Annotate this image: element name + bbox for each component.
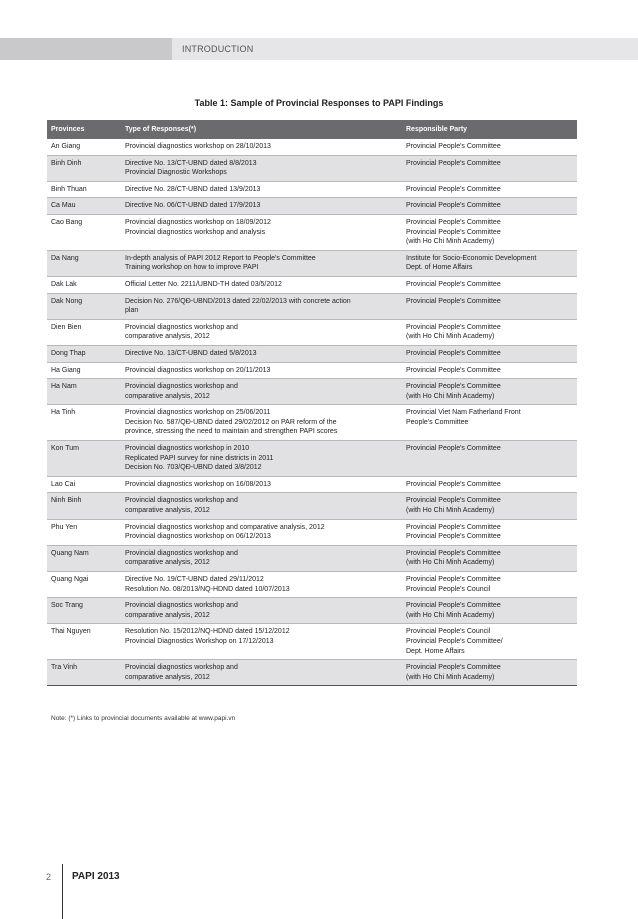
party-line: Provincial People's Committee [406, 383, 501, 391]
party-cell [402, 572, 577, 598]
response-line: Decision No. 276/QĐ-UBND/2013 dated 22/02/2013 with concrete action [125, 297, 351, 305]
province-cell: Cao Bang [51, 218, 83, 226]
table-row [47, 250, 577, 276]
table-header-row [47, 120, 577, 139]
responses-cell [121, 572, 402, 598]
table-row [47, 319, 577, 345]
party-line: Provincial People's Council [406, 585, 491, 593]
section-label: INTRODUCTION [182, 44, 254, 54]
party-line: (with Ho Chi Minh Academy) [406, 559, 495, 567]
response-line: Provincial diagnostics workshop and analysis [125, 228, 266, 236]
table-row [47, 379, 577, 405]
party-cell [402, 476, 577, 493]
party-line: Provincial People's Committee [406, 480, 501, 488]
response-line: comparative analysis, 2012 [125, 673, 210, 681]
responses-cell [121, 598, 402, 624]
responses-cell [121, 345, 402, 362]
response-line: Provincial diagnostics workshop on 28/10/2013 [125, 143, 271, 150]
publication-title: PAPI 2013 [72, 871, 120, 882]
party-line: Provincial People's Committee [406, 576, 501, 583]
table-row [47, 441, 577, 477]
party-line: Provincial People's Committee [406, 297, 501, 305]
party-cell [402, 198, 577, 215]
table-row [47, 572, 577, 598]
party-line: (with Ho Chi Minh Academy) [406, 333, 495, 341]
party-cell [402, 181, 577, 198]
table-row [47, 362, 577, 379]
response-line: plan [125, 307, 139, 315]
response-line: Directive No. 19/CT-UBND dated 29/11/2012 [125, 576, 264, 583]
party-line: Provincial People's Committee [406, 445, 501, 453]
response-line: Directive No. 13/CT-UBND dated 5/8/2013 [125, 349, 257, 357]
party-line: Provincial People's Committee/ [406, 637, 503, 645]
response-line: Official Letter No. 2211/UBND-TH dated 03/5/2012 [125, 280, 282, 288]
province-cell: Dong Thap [47, 345, 121, 362]
party-line: Provincial People's Committee [406, 523, 501, 531]
responses-cell [121, 181, 402, 198]
party-cell [402, 293, 577, 319]
responses-cell [121, 293, 402, 319]
party-cell [402, 493, 577, 519]
response-line: province, stressing the need to maintain and strengthen PAPI scores [125, 428, 338, 436]
table-row [47, 276, 577, 293]
response-line: Replicated PAPI survey for nine districts in 2011 [125, 454, 274, 462]
province-cell: Quang Ngai [51, 576, 89, 583]
responses-cell [121, 545, 402, 571]
response-line: Training workshop on how to improve PAPI [125, 264, 259, 272]
party-cell [402, 250, 577, 276]
response-line: Provincial diagnostics workshop on 16/08/2013 [125, 480, 271, 488]
column-header-responses: Type of Responses(*) [121, 120, 402, 139]
party-cell [402, 362, 577, 379]
party-line: Provincial People's Committee [406, 533, 501, 541]
party-cell [402, 345, 577, 362]
response-line: comparative analysis, 2012 [125, 559, 210, 567]
response-line: Provincial diagnostics workshop and [125, 323, 238, 331]
responses-cell [121, 250, 402, 276]
party-cell [402, 660, 577, 686]
responses-cell [121, 198, 402, 215]
party-cell [402, 441, 577, 477]
party-line: Provincial People's Committee [406, 185, 501, 193]
party-line: (with Ho Chi Minh Academy) [406, 507, 495, 515]
province-cell: Ca Mau [47, 198, 121, 215]
table-row [47, 198, 577, 215]
party-line: (with Ho Chi Minh Academy) [406, 673, 495, 681]
response-line: Decision No. 587/QĐ-UBND dated 29/02/2012 on PAR reform of the [125, 418, 337, 426]
party-cell [402, 598, 577, 624]
party-line: (with Ho Chi Minh Academy) [406, 392, 495, 400]
party-line: Provincial People's Committee [406, 664, 501, 672]
table-row [47, 476, 577, 493]
province-cell: Ha Tinh [51, 409, 76, 417]
table-row [47, 155, 577, 181]
table-note: Note: (*) Links to provincial documents available at www.papi.vn [51, 715, 236, 722]
response-line: Provincial diagnostics workshop and [125, 497, 238, 505]
table-row [47, 293, 577, 319]
response-line: Provincial diagnostics workshop on 18/09/2012 [125, 218, 271, 226]
responses-cell [121, 379, 402, 405]
responses-cell [121, 155, 402, 181]
response-line: Provincial diagnostics workshop and [125, 549, 238, 557]
response-line: In-depth analysis of PAPI 2012 Report to People's Committee [125, 254, 316, 262]
responses-cell [121, 276, 402, 293]
response-line: Provincial diagnostics workshop on 25/06/2011 [125, 409, 271, 417]
party-line: Provincial Viet Nam Fatherland Front [406, 409, 521, 417]
party-line: Provincial People's Committee [406, 323, 501, 331]
province-cell: An Giang [51, 143, 81, 150]
table-row [47, 493, 577, 519]
party-line: (with Ho Chi Minh Academy) [406, 611, 495, 619]
responses-cell [121, 405, 402, 441]
party-line: Provincial People's Committee [406, 202, 501, 210]
response-line: Provincial diagnostics workshop on 20/11/2013 [125, 366, 271, 374]
party-line: Provincial People's Committee [406, 497, 501, 505]
responses-cell [121, 519, 402, 545]
response-line: Directive No. 13/CT-UBND dated 8/8/2013 [125, 159, 257, 167]
province-cell: Kon Tum [47, 441, 121, 477]
table-row [47, 624, 577, 660]
party-line: Provincial People's Committee [406, 366, 501, 374]
party-line: Institute for Socio-Economic Development [406, 254, 537, 262]
response-line: Directive No. 06/CT-UBND dated 17/9/2013 [125, 202, 261, 210]
table-row [47, 519, 577, 545]
party-line: People's Committee [406, 418, 469, 426]
party-cell [402, 319, 577, 345]
responses-table [47, 120, 577, 686]
party-cell [402, 139, 577, 155]
page-number: 2 [46, 872, 52, 882]
responses-cell [121, 493, 402, 519]
party-line: Provincial People's Committee [406, 549, 501, 557]
responses-cell [121, 362, 402, 379]
table-row [47, 181, 577, 198]
table-row [47, 214, 577, 250]
responses-cell [121, 441, 402, 477]
party-line: Dept. Home Affairs [406, 647, 465, 655]
response-line: Provincial diagnostics workshop and [125, 602, 238, 610]
party-cell [402, 155, 577, 181]
header-band-accent [0, 38, 172, 60]
party-cell [402, 545, 577, 571]
party-line: Provincial People's Committee [406, 218, 501, 226]
party-cell [402, 276, 577, 293]
party-line: Provincial People's Committee [406, 159, 501, 167]
party-line: Provincial People's Committee [406, 143, 501, 150]
table-row [47, 405, 577, 441]
table-row [47, 545, 577, 571]
table-body [47, 139, 577, 686]
response-line: Provincial Diagnostic Workshops [125, 169, 227, 177]
table-row [47, 660, 577, 686]
party-cell [402, 405, 577, 441]
column-header-party: Responsible Party [402, 120, 577, 139]
province-cell: Da Nang [47, 250, 121, 276]
party-line: Provincial People's Committee [406, 280, 501, 288]
responses-cell [121, 319, 402, 345]
response-line: comparative analysis, 2012 [125, 507, 210, 515]
responses-cell [121, 139, 402, 155]
response-line: Decision No. 703/QĐ-UBND dated 3/8/2012 [125, 464, 262, 472]
province-cell: Lao Cai [51, 480, 76, 488]
footer-divider [62, 864, 63, 919]
province-cell: Thai Nguyen [51, 628, 91, 636]
responses-cell [121, 660, 402, 686]
province-cell: Binh Thuan [51, 185, 87, 193]
responses-cell [121, 624, 402, 660]
table-row [47, 345, 577, 362]
party-line: Provincial People's Committee [406, 349, 501, 357]
party-cell [402, 379, 577, 405]
party-line: Provincial People's Council [406, 628, 491, 636]
response-line: Provincial diagnostics workshop on 06/12/2013 [125, 533, 271, 541]
province-cell: Ha Giang [51, 366, 81, 374]
province-cell: Quang Nam [47, 545, 121, 571]
province-cell: Ha Nam [47, 379, 121, 405]
table-row [47, 598, 577, 624]
party-cell [402, 519, 577, 545]
column-header-provinces: Provinces [47, 120, 121, 139]
table-row [47, 139, 577, 155]
party-line: Provincial People's Committee [406, 602, 501, 610]
response-line: Provincial diagnostics workshop and comparative analysis, 2012 [125, 523, 325, 531]
responses-table-container [47, 120, 577, 686]
response-line: comparative analysis, 2012 [125, 333, 210, 341]
response-line: Resolution No. 08/2013/NQ-HDND dated 10/07/2013 [125, 585, 290, 593]
party-line: Dept. of Home Affairs [406, 264, 473, 272]
response-line: Directive No. 28/CT-UBND dated 13/9/2013 [125, 185, 261, 193]
party-line: Provincial People's Committee [406, 228, 501, 236]
province-cell: Dien Bien [51, 323, 82, 331]
province-cell: Ninh Binh [47, 493, 121, 519]
response-line: Provincial diagnostics workshop and [125, 664, 238, 672]
response-line: Resolution No. 15/2012/NQ-HDND dated 15/12/2012 [125, 628, 290, 636]
province-cell: Dak Lak [51, 280, 77, 288]
response-line: Provincial diagnostics workshop in 2010 [125, 445, 250, 453]
party-cell [402, 214, 577, 250]
province-cell: Soc Trang [47, 598, 121, 624]
response-line: Provincial diagnostics workshop and [125, 383, 238, 391]
party-line: (with Ho Chi Minh Academy) [406, 238, 495, 246]
province-cell: Phu Yen [51, 523, 78, 531]
province-cell: Dak Nong [47, 293, 121, 319]
party-cell [402, 624, 577, 660]
table-title: Table 1: Sample of Provincial Responses to PAPI Findings [194, 98, 444, 108]
province-cell: Tra Vinh [47, 660, 121, 686]
response-line: comparative analysis, 2012 [125, 392, 210, 400]
responses-cell [121, 476, 402, 493]
province-cell: Binh Dinh [47, 155, 121, 181]
response-line: Provincial Diagnostics Workshop on 17/12/2013 [125, 637, 274, 645]
responses-cell [121, 214, 402, 250]
response-line: comparative analysis, 2012 [125, 611, 210, 619]
